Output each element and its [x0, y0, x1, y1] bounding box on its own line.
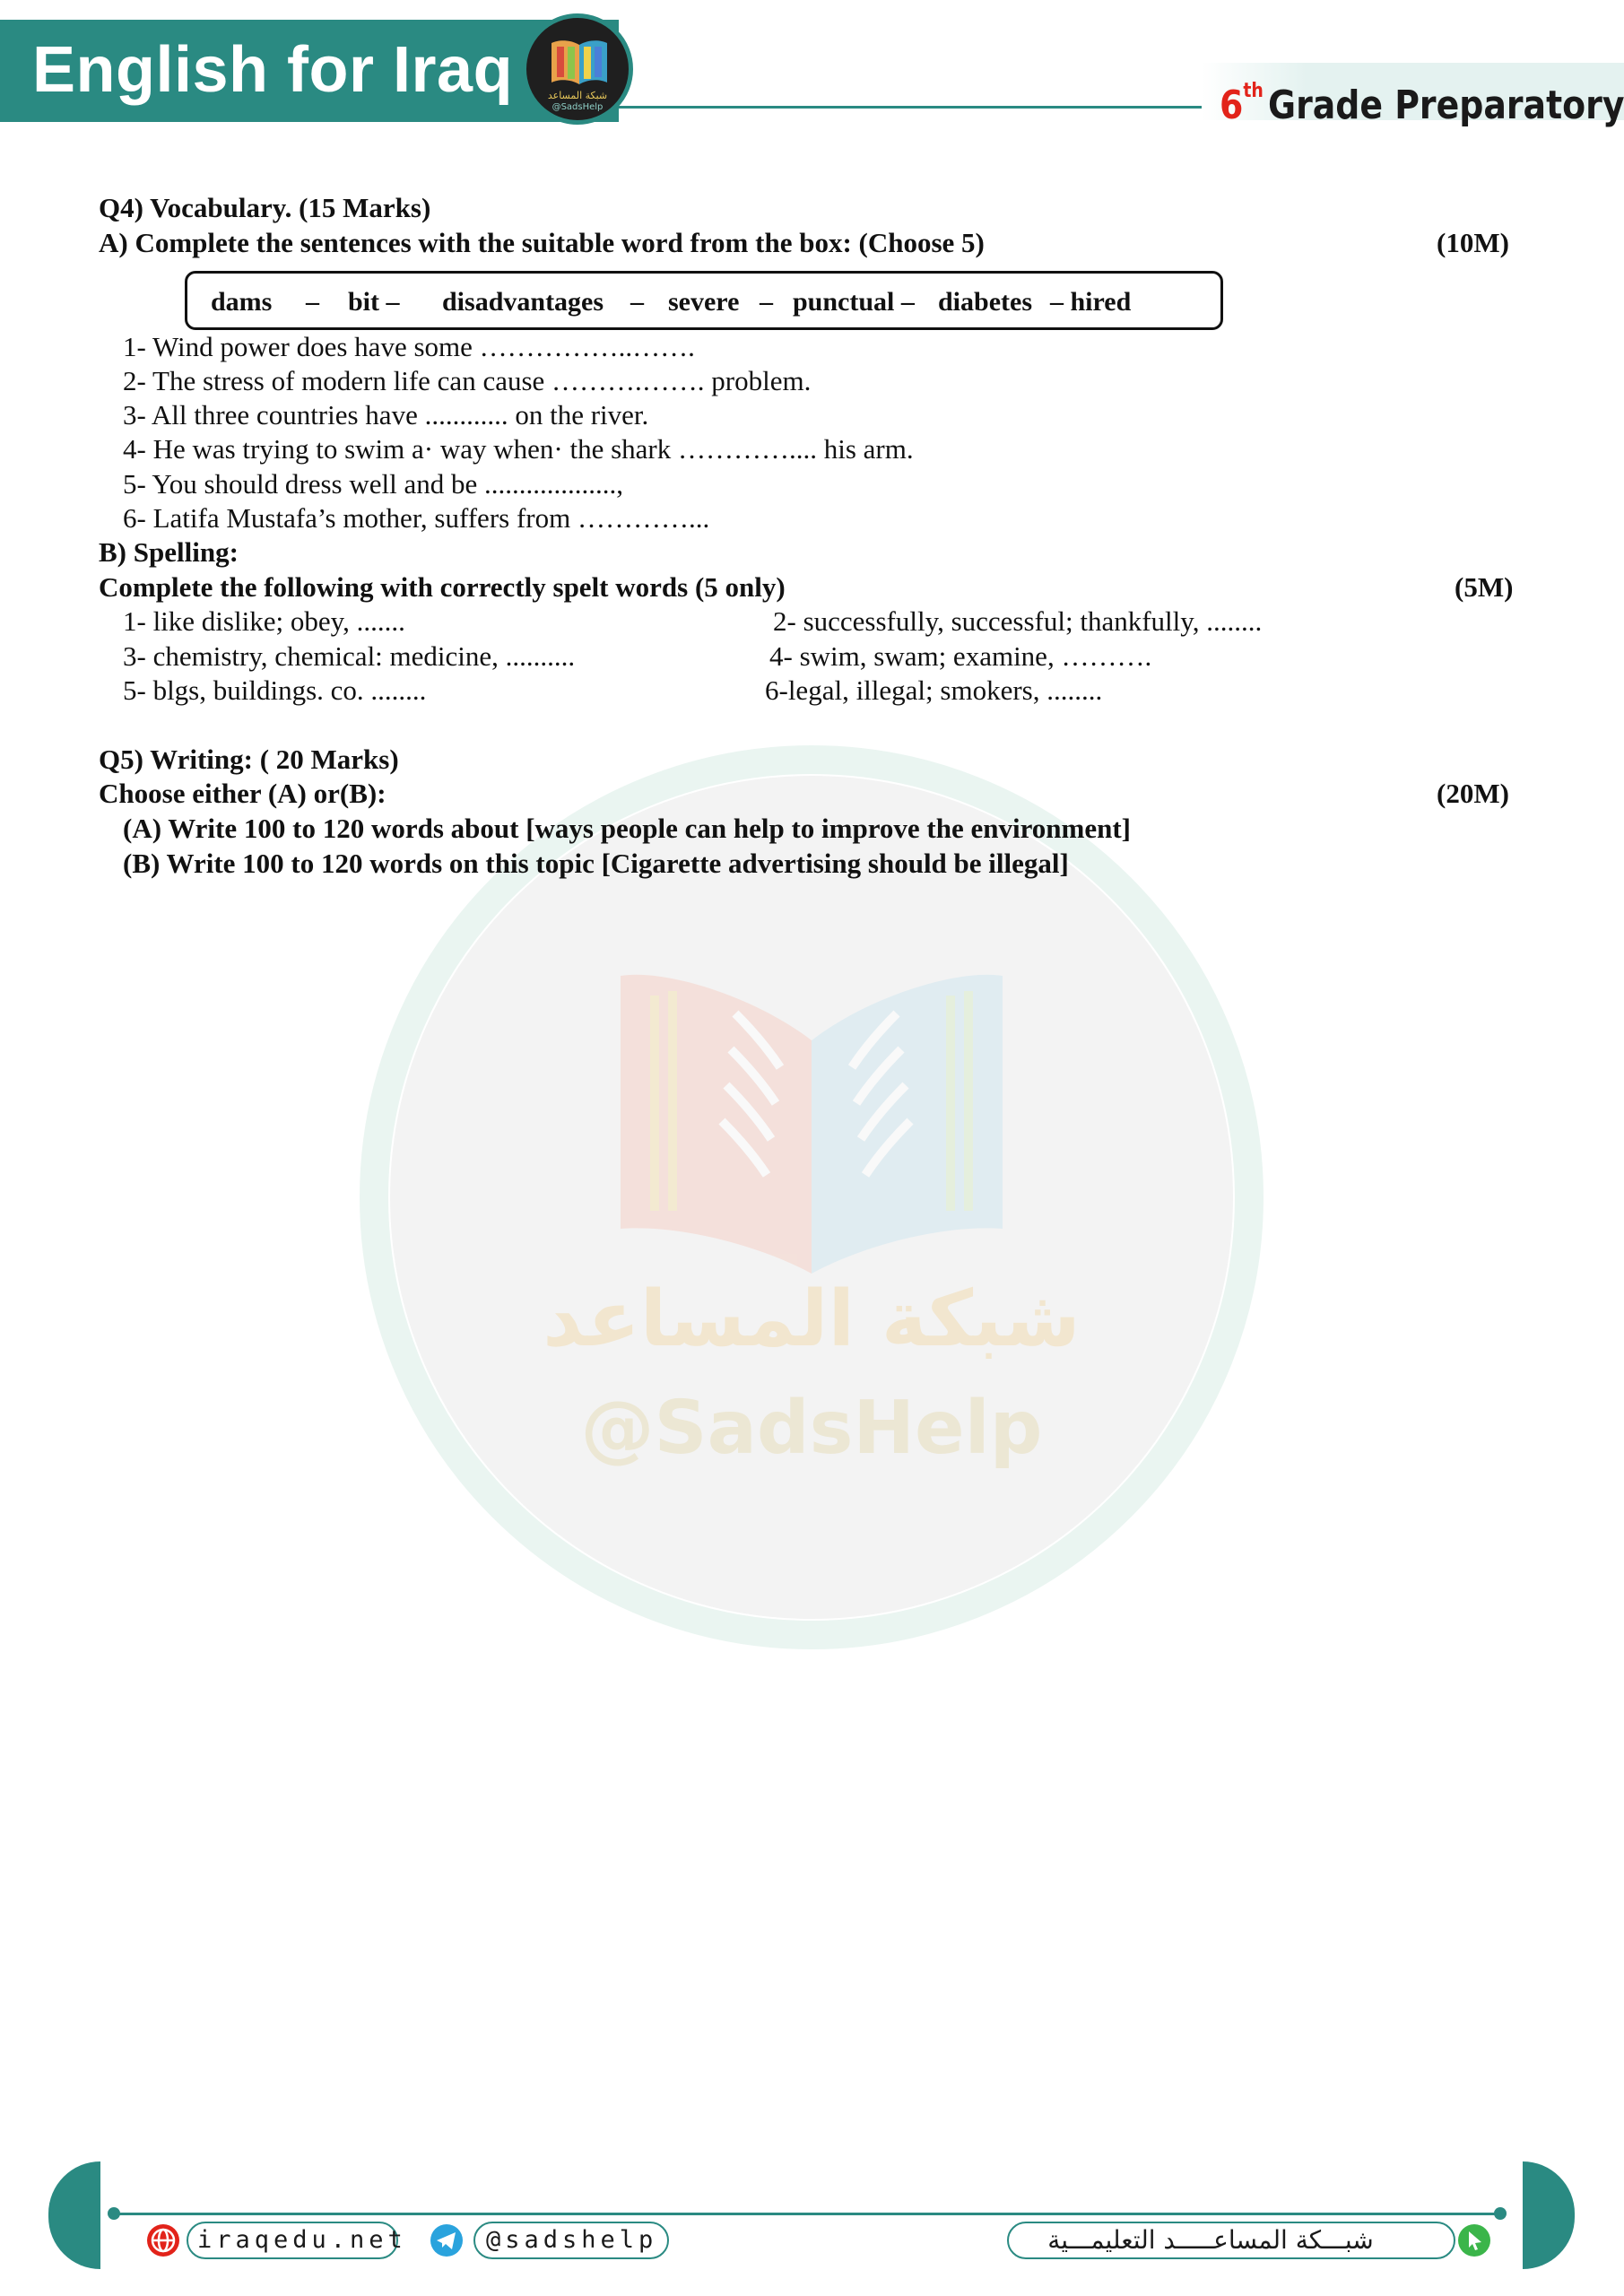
- footer-rule: [113, 2213, 1501, 2215]
- logo-handle-caption: @SadsHelp: [551, 102, 604, 112]
- word-box-word: punctual –: [793, 287, 915, 317]
- footer-right-cap: [1523, 2161, 1575, 2269]
- grade-number: 6: [1220, 83, 1244, 128]
- vocab-item: 2- The stress of modern life can cause ……….……. problem.: [123, 365, 812, 396]
- website-link[interactable]: iraqedu.net: [187, 2222, 398, 2259]
- footer-rule-dot: [108, 2207, 120, 2220]
- word-box-word: severe: [668, 287, 740, 317]
- grade-suffix: th: [1243, 80, 1264, 102]
- word-box-word: bit –: [348, 287, 400, 317]
- word-box-word: – hired: [1050, 287, 1132, 317]
- telegram-icon: [429, 2222, 465, 2258]
- vocab-item: 6- Latifa Mustafa’s mother, suffers from …………...: [123, 502, 710, 534]
- spelling-item: 6-legal, illegal; smokers, ........: [765, 674, 1103, 706]
- vocab-item: 3- All three countries have ............ on the river.: [123, 399, 649, 430]
- spelling-item: 2- successfully, successful; thankfully, ........: [773, 605, 1263, 637]
- grade-label: [1220, 63, 1624, 128]
- spelling-item: 5- blgs, buildings. co. ........: [123, 674, 427, 706]
- q5-instruction: Choose either (A) or(B):: [99, 778, 386, 809]
- spelling-item: 4- swim, swam; examine, ……….: [769, 640, 1152, 672]
- q4a-instruction: A) Complete the sentences with the suitable word from the box: (Choose 5): [99, 227, 985, 258]
- logo-badge: [522, 13, 633, 125]
- footer-left-cap: [48, 2161, 100, 2269]
- word-box-word: disadvantages: [442, 287, 604, 317]
- cursor-icon: [1456, 2222, 1492, 2258]
- spelling-item: 1- like dislike; obey, .......: [123, 605, 405, 637]
- word-box-word: dams: [211, 287, 273, 317]
- q5-option-a: (A) Write 100 to 120 words about [ways people can help to improve the environment]: [123, 813, 1131, 844]
- watermark-handle: @SadsHelp: [580, 1386, 1043, 1471]
- q5-option-b: (B) Write 100 to 120 words on this topic [Cigarette advertising should be illegal]: [123, 848, 1069, 879]
- telegram-link[interactable]: @sadshelp: [473, 2222, 669, 2259]
- header-title: English for Iraq: [32, 34, 514, 106]
- q4a-marks: (10M): [1437, 227, 1509, 258]
- watermark-arabic: شبكة المساعد: [543, 1274, 1081, 1364]
- vocab-item: 5- You should dress well and be ...................,: [123, 468, 623, 500]
- header-rule: [619, 106, 1202, 109]
- q5-marks: (20M): [1437, 778, 1509, 809]
- q5-title: Q5) Writing: ( 20 Marks): [99, 744, 399, 775]
- footer-rule-dot: [1494, 2207, 1507, 2220]
- globe-icon: [145, 2222, 181, 2258]
- word-box: [185, 271, 1223, 330]
- q4-title: Q4) Vocabulary. (15 Marks): [99, 192, 431, 223]
- spelling-item: 3- chemistry, chemical: medicine, ..........: [123, 640, 576, 672]
- q4b-instruction: Complete the following with correctly spelt words (5 only): [99, 571, 786, 603]
- network-name: شبـــكة المساعـــــد التعليمـــية: [1007, 2222, 1455, 2259]
- word-box-separator: –: [760, 287, 773, 317]
- logo-arabic-caption: شبكة المساعد: [547, 90, 608, 101]
- vocab-item: 1- Wind power does have some ……………..…….: [123, 331, 695, 362]
- word-box-separator: –: [630, 287, 644, 317]
- q4b-title: B) Spelling:: [99, 536, 239, 568]
- book-logo-icon: [548, 36, 611, 88]
- word-box-word: diabetes: [938, 287, 1032, 317]
- q4b-marks: (5M): [1455, 571, 1514, 603]
- vocab-item: 4- He was trying to swim a· way when· the shark ………….... his arm.: [123, 433, 914, 465]
- grade-text: Grade Preparatory: [1268, 83, 1624, 128]
- word-box-separator: –: [306, 287, 319, 317]
